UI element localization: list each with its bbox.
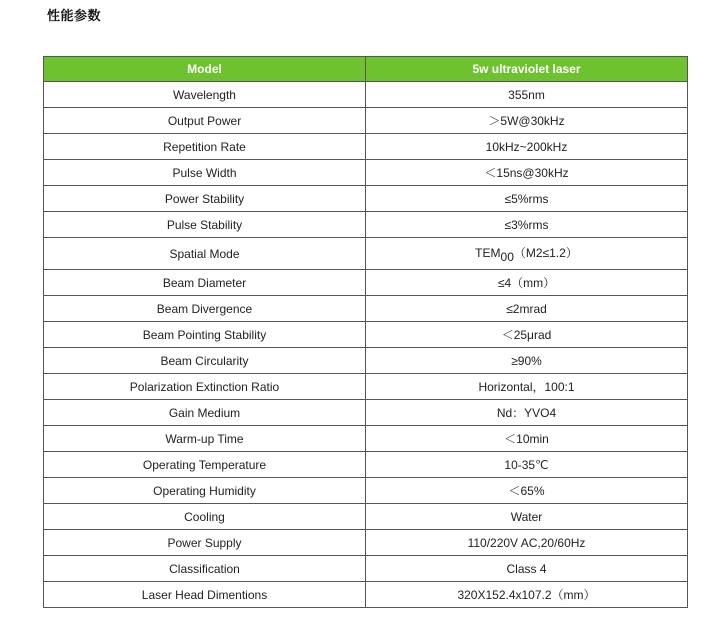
value-cell: ＜10min (366, 426, 688, 452)
table-row (44, 134, 688, 160)
value-cell: 10kHz~200kHz (366, 134, 688, 160)
value-cell: Water (366, 504, 688, 530)
value-cell: 355nm (366, 82, 688, 108)
value-tail: （M2≤1.2） (513, 245, 578, 260)
param-cell: Beam Divergence (44, 296, 366, 322)
param-cell: Beam Diameter (44, 270, 366, 296)
param-cell: Operating Humidity (44, 478, 366, 504)
table-row (44, 452, 688, 478)
value-cell: ＞5W@30kHz (366, 108, 688, 134)
value-cell: ＜15ns@30kHz (366, 160, 688, 186)
param-cell: Gain Medium (44, 400, 366, 426)
param-cell: Operating Temperature (44, 452, 366, 478)
table-row (44, 212, 688, 238)
value-cell: Horizontal，100:1 (366, 374, 688, 400)
table-row (44, 556, 688, 582)
value-cell: ≤4（mm） (366, 270, 688, 296)
table-row (44, 582, 688, 608)
param-cell: Wavelength (44, 82, 366, 108)
param-cell: Spatial Mode (44, 238, 366, 270)
param-cell: Beam Pointing Stability (44, 322, 366, 348)
table-row (44, 82, 688, 108)
value-subscript: 00 (500, 249, 514, 264)
table-row (44, 478, 688, 504)
param-cell: Pulse Width (44, 160, 366, 186)
param-cell: Power Supply (44, 530, 366, 556)
page-title: 性能参数 (47, 9, 102, 24)
table-row (44, 186, 688, 212)
table-row (44, 348, 688, 374)
param-cell: Classification (44, 556, 366, 582)
param-cell: Power Stability (44, 186, 366, 212)
value-cell: 110/220V AC,20/60Hz (366, 530, 688, 556)
table-row (44, 238, 688, 270)
value-cell (366, 238, 688, 270)
table-row (44, 160, 688, 186)
table-row (44, 504, 688, 530)
table-header-row (44, 57, 688, 82)
table-row (44, 426, 688, 452)
table-row (44, 530, 688, 556)
value-cell: ≤5%rms (366, 186, 688, 212)
table-row (44, 400, 688, 426)
value-cell: ＜65% (366, 478, 688, 504)
param-cell: Laser Head Dimentions (44, 582, 366, 608)
table-row (44, 108, 688, 134)
value-cell: 10-35℃ (366, 452, 688, 478)
table-row (44, 270, 688, 296)
param-cell: Warm-up Time (44, 426, 366, 452)
header-model: Model (44, 57, 366, 82)
param-cell: Beam Circularity (44, 348, 366, 374)
param-cell: Cooling (44, 504, 366, 530)
table-row (44, 296, 688, 322)
param-cell: Repetition Rate (44, 134, 366, 160)
param-cell: Output Power (44, 108, 366, 134)
value-main: TEM (475, 245, 501, 260)
value-cell: Nd：YVO4 (366, 400, 688, 426)
param-cell: Polarization Extinction Ratio (44, 374, 366, 400)
table-row (44, 374, 688, 400)
value-cell: ≥90% (366, 348, 688, 374)
spec-table (43, 56, 688, 608)
value-cell: ＜25μrad (366, 322, 688, 348)
param-cell: Pulse Stability (44, 212, 366, 238)
table-row (44, 322, 688, 348)
value-cell: ≤2mrad (366, 296, 688, 322)
value-cell: 320X152.4x107.2（mm） (366, 582, 688, 608)
value-cell: ≤3%rms (366, 212, 688, 238)
header-product: 5w ultraviolet laser (366, 57, 688, 82)
value-cell: Class 4 (366, 556, 688, 582)
